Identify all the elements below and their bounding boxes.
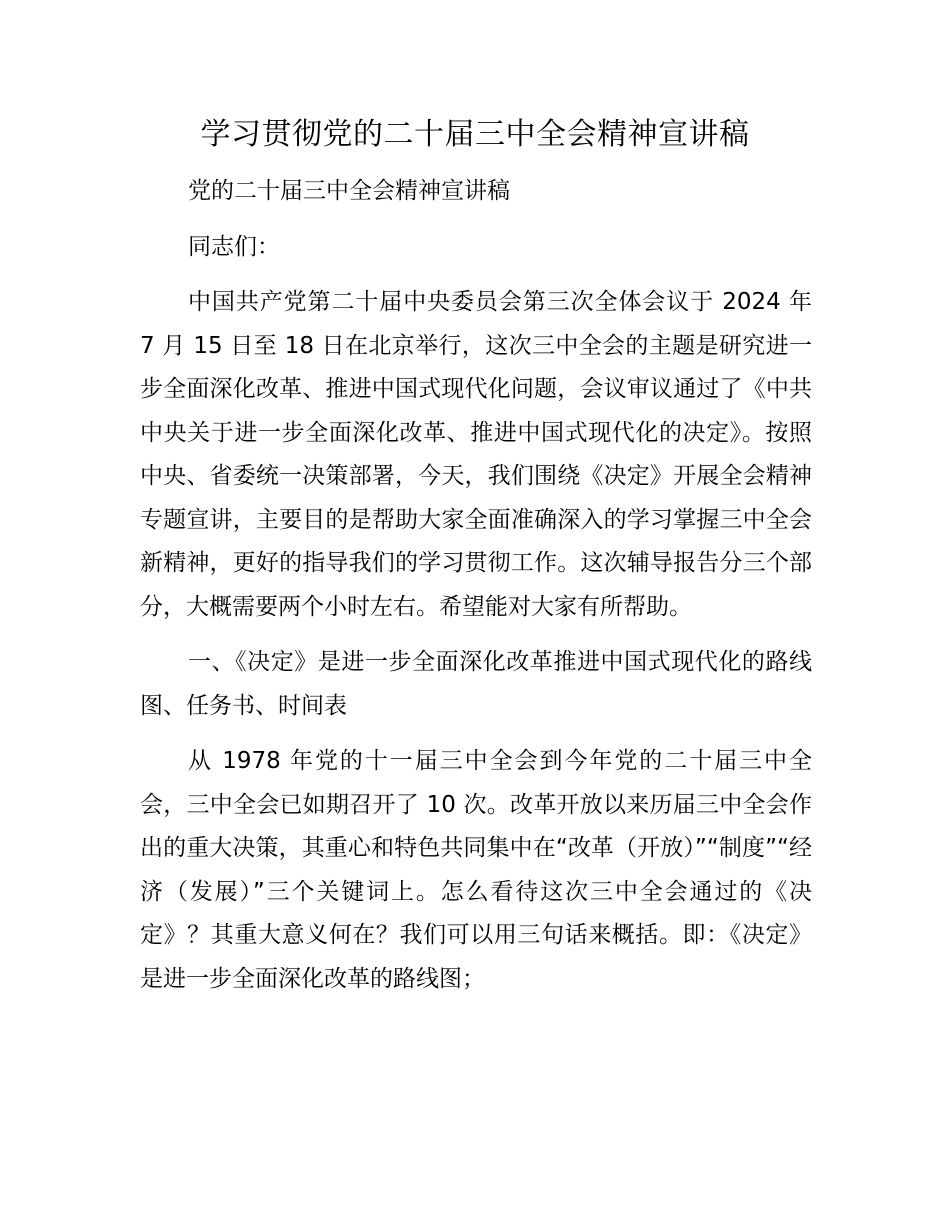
document-title: 学习贯彻党的二十届三中全会精神宣讲稿: [200, 117, 750, 152]
history-paragraph: 从 1978 年党的十一届三中全会到今年党的二十届三中全会，三中全会已如期召开了 10 次。改革开放以来历届三中全会作出的重大决策，其重心和特色共同集中在“改革（开放）”“制度”“经济（发展）”三个关键词上。怎么看待这次三中全会通过的《决定》？其重大意义何在？我们可以用三句话来概括。即：《决定》是进一步全面深化改革的路线图；: [140, 748, 812, 992]
intro-paragraph: 中国共产党第二十届中央委员会第三次全体会议于 2024 年 7 月 15 日至 18 日在北京举行，这次三中全会的主题是研究进一步全面深化改革、推进中国式现代化问题，会议审议通过了《中共中央关于进一步全面深化改革、推进中国式现代化的决定》。按照中央、省委统一决策部署，今天，我们围绕《决定》开展全会精神专题宣讲，主要目的是帮助大家全面准确深入的学习掌握三中全会新精神，更好的指导我们的学习贯彻工作。这次辅导报告分三个部分，大概需要两个小时左右。希望能对大家有所帮助。: [140, 289, 812, 620]
section-heading-paragraph: 一、《决定》是进一步全面深化改革推进中国式现代化的路线图、任务书、时间表: [140, 649, 812, 719]
subtitle-paragraph: 党的二十届三中全会精神宣讲稿: [188, 178, 510, 204]
document-body: [140, 170, 812, 1013]
salutation-paragraph: 同志们：: [188, 233, 280, 260]
